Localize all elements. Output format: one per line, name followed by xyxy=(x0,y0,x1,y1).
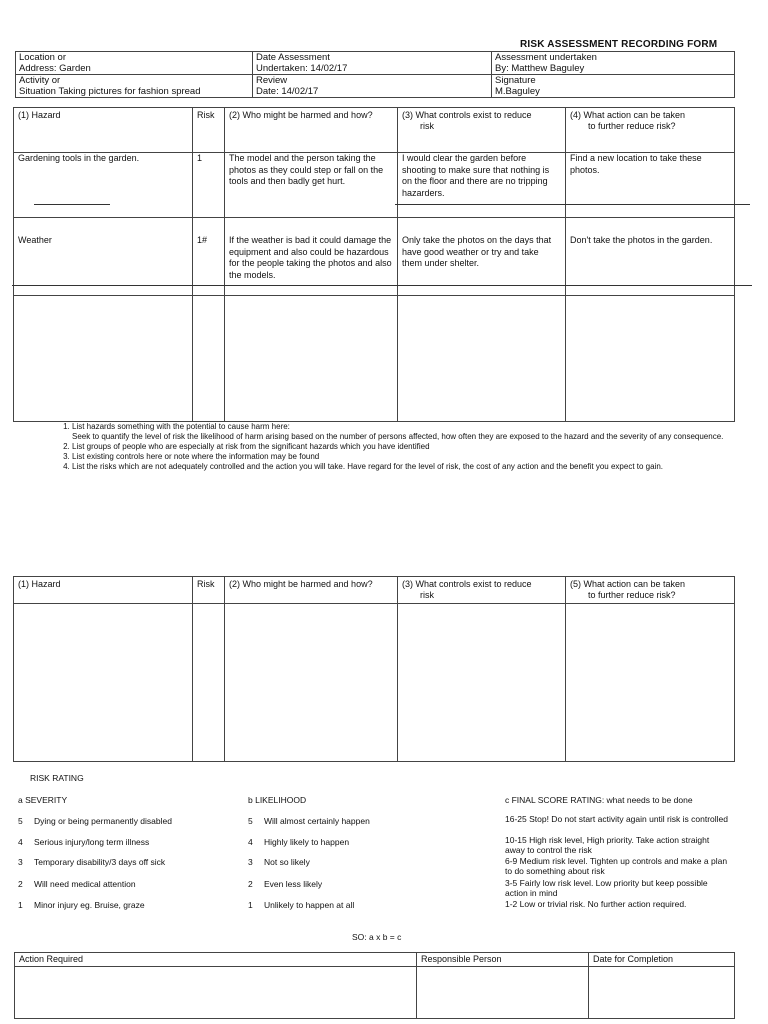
signature-label: Signature xyxy=(495,75,536,86)
controls-cell: I would clear the garden before shooting to make sure that nothing is on the floor and there are no tripping hazarders. xyxy=(398,153,566,218)
header-risk: Risk xyxy=(193,108,225,153)
header-controls-line2: risk xyxy=(420,590,434,600)
final-score-item: 16-25 Stop! Do not start activity again until risk is controlled xyxy=(505,814,728,824)
empty-cell xyxy=(566,604,735,762)
severity-text: Temporary disability/3 days off sick xyxy=(34,857,166,867)
likelihood-num: 3 xyxy=(248,857,253,867)
undertaken-value: Undertaken: 14/02/17 xyxy=(256,63,348,74)
assessment-label: Assessment undertaken xyxy=(495,52,597,63)
header-action-line2: to further reduce risk? xyxy=(588,590,676,600)
note-item: 3. List existing controls here or note where the information may be found xyxy=(72,452,736,462)
info-table xyxy=(15,51,735,98)
severity-text: Serious injury/long term illness xyxy=(34,837,150,847)
header-risk: Risk xyxy=(193,577,225,604)
signature-cell xyxy=(492,75,735,98)
note-item: 2. List groups of people who are especially at risk from the significant hazards which you have identified xyxy=(72,442,736,452)
likelihood-text: Even less likely xyxy=(264,879,323,889)
stray-line xyxy=(395,204,750,205)
likelihood-text: Not so likely xyxy=(264,857,310,867)
severity-text: Will need medical attention xyxy=(34,879,136,889)
table-row xyxy=(14,296,735,422)
risk-cell: 1# xyxy=(193,218,225,296)
empty-cell xyxy=(225,604,398,762)
controls-cell: Only take the photos on the days that have good weather or try and take them under shelter. xyxy=(398,218,566,296)
action-cell: Don't take the photos in the garden. xyxy=(566,218,735,296)
review-date-value: Date: 14/02/17 xyxy=(256,86,319,97)
header-hazard: (1) Hazard xyxy=(14,108,193,153)
header-action-line1: (5) What action can be taken xyxy=(570,579,686,589)
note-text: Seek to quantify the level of risk the likelihood of harm arising based on the number of persons affected, how often they are exposed to the hazard and the severity of any consequence. xyxy=(72,432,724,441)
header-who: (2) Who might be harmed and how? xyxy=(225,108,398,153)
header-controls xyxy=(398,108,566,153)
review-cell xyxy=(253,75,492,98)
date-assessment-cell xyxy=(253,52,492,75)
note-item: 4. List the risks which are not adequately controlled and the action you will take. Have regard for the level of risk, the cost of any action and the benefit you expect to gain. xyxy=(72,462,736,472)
location-label: Location or xyxy=(19,52,67,63)
who-cell: If the weather is bad it could damage the equipment and also could be hazardous for the people taking the photos and also the models. xyxy=(225,218,398,296)
hazard-table-2 xyxy=(13,576,735,762)
severity-num: 2 xyxy=(18,879,23,889)
header-hazard: (1) Hazard xyxy=(14,577,193,604)
likelihood-num: 5 xyxy=(248,816,253,826)
severity-text: Minor injury eg. Bruise, graze xyxy=(34,900,145,910)
hazard-cell: Gardening tools in the garden. xyxy=(14,153,193,218)
notes-list xyxy=(56,422,736,472)
final-score-item: 6-9 Medium risk level. Tighten up controls and make a plan to do something about risk xyxy=(505,856,728,876)
header-responsible-person: Responsible Person xyxy=(417,953,589,967)
severity-text: Dying or being permanently disabled xyxy=(34,816,172,826)
final-score-item: 10-15 High risk level, High priority. Take action straight away to control the risk xyxy=(505,835,710,855)
header-who: (2) Who might be harmed and how? xyxy=(225,577,398,604)
empty-cell xyxy=(566,296,735,422)
header-controls-line1: (3) What controls exist to reduce xyxy=(402,579,532,589)
assessor-value: By: Matthew Baguley xyxy=(495,63,585,74)
action-required-cell[interactable] xyxy=(15,967,417,1019)
likelihood-text: Highly likely to happen xyxy=(264,837,350,847)
table-row xyxy=(14,153,735,218)
header-date-completion: Date for Completion xyxy=(589,953,735,967)
likelihood-text: Unlikely to happen at all xyxy=(264,900,355,910)
empty-cell xyxy=(398,296,566,422)
header-controls xyxy=(398,577,566,604)
header-action-line2: to further reduce risk? xyxy=(588,121,676,131)
risk-cell: 1 xyxy=(193,153,225,218)
likelihood-num: 2 xyxy=(248,879,253,889)
location-cell xyxy=(16,52,253,75)
date-completion-cell[interactable] xyxy=(589,967,735,1019)
action-table xyxy=(14,952,735,1019)
header-action xyxy=(566,108,735,153)
formula: SO: a x b = c xyxy=(352,932,402,942)
empty-cell xyxy=(14,604,193,762)
empty-cell xyxy=(14,296,193,422)
form-title: RISK ASSESSMENT RECORDING FORM xyxy=(520,39,718,50)
activity-label: Activity or xyxy=(19,75,61,86)
situation-value: Situation Taking pictures for fashion spread xyxy=(19,86,201,97)
likelihood-num: 4 xyxy=(248,837,253,847)
review-label: Review xyxy=(256,75,288,86)
table-row xyxy=(15,967,735,1019)
action-cell: Find a new location to take these photos. xyxy=(566,153,735,218)
header-controls-line2: risk xyxy=(420,121,434,131)
empty-cell xyxy=(398,604,566,762)
stray-line xyxy=(12,285,752,286)
likelihood-num: 1 xyxy=(248,900,253,910)
severity-num: 4 xyxy=(18,837,23,847)
final-score-item: 3-5 Fairly low risk level. Low priority but keep possible action in mind xyxy=(505,878,708,898)
hazard-table-1 xyxy=(13,107,735,422)
address-value: Address: Garden xyxy=(19,63,91,74)
header-action-required: Action Required xyxy=(15,953,417,967)
note-text: 1. List hazards something with the potential to cause harm here: xyxy=(72,422,290,431)
severity-title: a SEVERITY xyxy=(18,795,68,805)
table-row xyxy=(14,218,735,296)
severity-num: 5 xyxy=(18,816,23,826)
responsible-person-cell[interactable] xyxy=(417,967,589,1019)
activity-cell xyxy=(16,75,253,98)
assessment-cell xyxy=(492,52,735,75)
who-cell: The model and the person taking the photos as they could step or fall on the tools and then badly get hurt. xyxy=(225,153,398,218)
empty-cell xyxy=(225,296,398,422)
hazard-cell: Weather xyxy=(14,218,193,296)
empty-cell xyxy=(193,604,225,762)
date-assessment-label: Date Assessment xyxy=(256,52,330,63)
final-score-title: c FINAL SCORE RATING: what needs to be done xyxy=(505,795,693,805)
note-item xyxy=(72,422,736,442)
severity-num: 1 xyxy=(18,900,23,910)
likelihood-text: Will almost certainly happen xyxy=(264,816,370,826)
header-controls-line1: (3) What controls exist to reduce xyxy=(402,110,532,120)
signature-value: M.Baguley xyxy=(495,86,540,97)
table-row xyxy=(14,604,735,762)
header-action-line1: (4) What action can be taken xyxy=(570,110,686,120)
final-score-item: 1-2 Low or trivial risk. No further action required. xyxy=(505,899,687,909)
header-action xyxy=(566,577,735,604)
severity-num: 3 xyxy=(18,857,23,867)
risk-rating-title: RISK RATING xyxy=(30,773,84,783)
likelihood-title: b LIKELIHOOD xyxy=(248,795,307,805)
empty-cell xyxy=(193,296,225,422)
stray-line xyxy=(34,204,110,205)
